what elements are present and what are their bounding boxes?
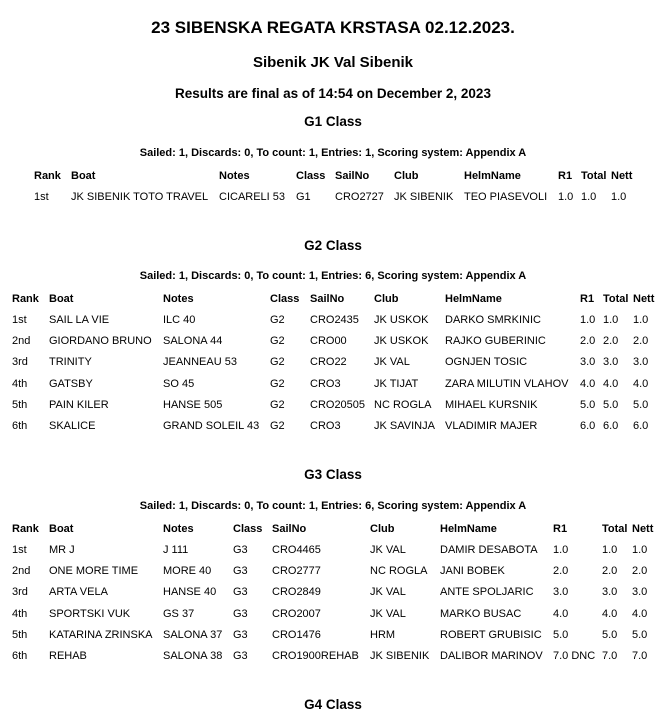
class-title-g1: G1 Class [304,114,362,129]
cell-boat: ONE MORE TIME [49,564,139,577]
column-header-total: Total [603,292,629,305]
cell-rank: 4th [12,607,28,620]
column-header-class: Class [296,169,326,182]
cell-total: 1.0 [603,313,619,326]
column-header-total: Total [581,169,607,182]
results-table-g2 [12,288,663,437]
cell-r1: 3.0 [553,586,569,599]
cell-club: JK TIJAT [374,377,419,390]
column-header-nett: Nett [633,292,655,305]
cell-total: 3.0 [603,356,619,369]
cell-notes: CICARELI 53 [219,190,286,203]
column-header-sailno: SailNo [335,169,370,182]
cell-helm: TEO PIASEVOLI [464,190,548,203]
column-header-helm: HelmName [440,522,497,535]
cell-helm: ZARA MILUTIN VLAHOV [445,377,569,390]
cell-r1: 1.0 [580,313,596,326]
cell-nett: 4.0 [632,607,648,620]
cell-sailno: CRO2007 [272,607,321,620]
cell-rank: 2nd [12,564,31,577]
column-header-club: Club [370,522,395,535]
table-header-row [12,288,663,309]
cell-sailno: CRO00 [310,334,347,347]
cell-class: G1 [296,190,311,203]
cell-club: JK VAL [370,586,406,599]
cell-boat: SAIL LA VIE [49,313,110,326]
cell-notes: SO 45 [163,377,195,390]
regatta-title: 23 SIBENSKA REGATA KRSTASA 02.12.2023. [151,18,515,37]
cell-notes: J 111 [163,543,189,556]
column-header-club: Club [394,169,419,182]
cell-sailno: CRO3 [310,420,341,433]
column-header-rank: Rank [34,169,61,182]
cell-helm: MIHAEL KURSNIK [445,398,538,411]
column-header-nett: Nett [632,522,654,535]
table-header-row [34,165,641,186]
column-header-r1: R1 [553,522,568,535]
cell-rank: 6th [12,650,28,663]
cell-class: G2 [270,398,285,411]
cell-nett: 4.0 [633,377,649,390]
cell-total: 1.0 [602,543,618,556]
cell-sailno: CRO1476 [272,628,321,641]
cell-total: 4.0 [603,377,619,390]
column-header-notes: Notes [163,292,194,305]
cell-sailno: CRO20505 [310,398,366,411]
cell-class: G2 [270,356,285,369]
cell-class: G2 [270,420,285,433]
column-header-helm: HelmName [464,169,521,182]
cell-nett: 1.0 [633,313,649,326]
cell-r1: 1.0 [553,543,569,556]
cell-club: JK USKOK [374,313,429,326]
cell-notes: SALONA 38 [163,650,223,663]
class-summary-g2: Sailed: 1, Discards: 0, To count: 1, Entries: 6, Scoring system: Appendix A [139,270,527,282]
cell-nett: 2.0 [633,334,649,347]
cell-club: NC ROGLA [370,564,428,577]
table-row [12,373,663,394]
cell-notes: GS 37 [163,607,195,620]
cell-boat: PAIN KILER [49,398,109,411]
cell-class: G3 [233,628,248,641]
cell-helm: DAMIR DESABOTA [440,543,538,556]
cell-r1: 2.0 [580,334,596,347]
table-row [12,415,663,436]
cell-nett: 3.0 [632,586,648,599]
cell-total: 2.0 [602,564,618,577]
cell-class: G3 [233,650,248,663]
cell-class: G3 [233,586,248,599]
class-summary-g1: Sailed: 1, Discards: 0, To count: 1, Entries: 1, Scoring system: Appendix A [139,147,527,159]
cell-helm: DALIBOR MARINOV [440,650,543,663]
cell-rank: 2nd [12,334,31,347]
cell-helm: MARKO BUSAC [440,607,522,620]
cell-notes: SALONA 44 [163,334,223,347]
cell-boat: JK SIBENIK TOTO TRAVEL [71,190,209,203]
cell-boat: TRINITY [49,356,92,369]
cell-rank: 1st [12,313,27,326]
cell-sailno: CRO2849 [272,586,321,599]
cell-boat: GATSBY [49,377,93,390]
class-title-g3: G3 Class [304,467,362,482]
column-header-notes: Notes [219,169,250,182]
cell-rank: 1st [34,190,49,203]
column-header-club: Club [374,292,399,305]
cell-r1: 1.0 [558,190,574,203]
table-row [12,394,663,415]
cell-club: JK USKOK [374,334,429,347]
cell-notes: JEANNEAU 53 [163,356,237,369]
cell-notes: HANSE 40 [163,586,217,599]
table-row [12,560,662,581]
cell-r1: 3.0 [580,356,596,369]
cell-rank: 4th [12,377,28,390]
table-row [12,309,663,330]
table-row [12,624,662,645]
column-header-boat: Boat [49,522,74,535]
column-header-r1: R1 [580,292,595,305]
cell-r1: 6.0 [580,420,596,433]
cell-class: G2 [270,377,285,390]
results-status: Results are final as of 14:54 on December 2, 2023 [175,86,491,101]
table-row [34,186,641,207]
cell-nett: 5.0 [633,398,649,411]
cell-rank: 5th [12,398,28,411]
cell-nett: 3.0 [633,356,649,369]
cell-club: NC ROGLA [374,398,432,411]
column-header-boat: Boat [71,169,96,182]
class-title-g4: G4 Class [304,697,362,712]
table-row [12,539,662,560]
cell-class: G3 [233,607,248,620]
column-header-notes: Notes [163,522,194,535]
cell-rank: 3rd [12,356,28,369]
cell-boat: ARTA VELA [49,586,108,599]
cell-sailno: CRO4465 [272,543,321,556]
column-header-boat: Boat [49,292,74,305]
cell-notes: MORE 40 [163,564,212,577]
table-header-row [12,518,662,539]
table-row [12,645,662,666]
table-row [12,582,662,603]
cell-nett: 1.0 [632,543,648,556]
cell-total: 2.0 [603,334,619,347]
table-row [12,352,663,373]
cell-rank: 3rd [12,586,28,599]
cell-nett: 7.0 [632,650,648,663]
venue-title: Sibenik JK Val Sibenik [252,54,414,71]
cell-boat: REHAB [49,650,87,663]
cell-helm: VLADIMIR MAJER [445,420,538,433]
column-header-nett: Nett [611,169,633,182]
column-header-total: Total [602,522,628,535]
cell-helm: JANI BOBEK [440,564,505,577]
table-row [12,603,662,624]
column-header-class: Class [270,292,300,305]
cell-sailno: CRO22 [310,356,347,369]
column-header-class: Class [233,522,263,535]
cell-nett: 5.0 [632,628,648,641]
class-title-g2: G2 Class [304,238,362,253]
cell-r1: 4.0 [580,377,596,390]
cell-sailno: CRO1900REHAB [272,650,359,663]
column-header-rank: Rank [12,522,39,535]
cell-total: 7.0 [602,650,618,663]
cell-class: G2 [270,334,285,347]
cell-r1: 5.0 [580,398,596,411]
cell-nett: 2.0 [632,564,648,577]
cell-class: G3 [233,564,248,577]
cell-club: JK VAL [370,607,406,620]
cell-total: 5.0 [602,628,618,641]
cell-club: JK SIBENIK [370,650,430,663]
cell-total: 4.0 [602,607,618,620]
cell-club: JK VAL [370,543,406,556]
cell-total: 3.0 [602,586,618,599]
cell-sailno: CRO2777 [272,564,321,577]
cell-boat: MR J [49,543,75,556]
table-row [12,330,663,351]
cell-club: JK SAVINJA [374,420,435,433]
cell-notes: GRAND SOLEIL 43 [163,420,260,433]
results-table-g1 [34,165,641,207]
cell-helm: DARKO SMRKINIC [445,313,541,326]
cell-club: JK SIBENIK [394,190,454,203]
cell-class: G2 [270,313,285,326]
cell-club: JK VAL [374,356,410,369]
column-header-rank: Rank [12,292,39,305]
cell-boat: KATARINA ZRINSKA [49,628,153,641]
cell-total: 6.0 [603,420,619,433]
cell-total: 5.0 [603,398,619,411]
cell-total: 1.0 [581,190,597,203]
cell-r1: 2.0 [553,564,569,577]
cell-helm: ROBERT GRUBISIC [440,628,542,641]
cell-sailno: CRO2727 [335,190,384,203]
cell-helm: OGNJEN TOSIC [445,356,528,369]
results-table-g3 [12,518,662,667]
cell-nett: 6.0 [633,420,649,433]
cell-helm: ANTE SPOLJARIC [440,586,534,599]
cell-club: HRM [370,628,396,641]
cell-nett: 1.0 [611,190,627,203]
cell-r1: 7.0 DNC [553,650,596,663]
cell-rank: 1st [12,543,27,556]
cell-rank: 5th [12,628,28,641]
column-header-sailno: SailNo [310,292,345,305]
cell-r1: 5.0 [553,628,569,641]
cell-class: G3 [233,543,248,556]
column-header-r1: R1 [558,169,573,182]
cell-rank: 6th [12,420,28,433]
cell-boat: SPORTSKI VUK [49,607,131,620]
cell-notes: SALONA 37 [163,628,223,641]
column-header-sailno: SailNo [272,522,307,535]
cell-boat: SKALICE [49,420,96,433]
cell-notes: ILC 40 [163,313,196,326]
class-summary-g3: Sailed: 1, Discards: 0, To count: 1, Entries: 6, Scoring system: Appendix A [139,500,527,512]
cell-helm: RAJKO GUBERINIC [445,334,546,347]
cell-sailno: CRO2435 [310,313,359,326]
cell-notes: HANSE 505 [163,398,223,411]
column-header-helm: HelmName [445,292,502,305]
cell-r1: 4.0 [553,607,569,620]
cell-boat: GIORDANO BRUNO [49,334,152,347]
cell-sailno: CRO3 [310,377,341,390]
